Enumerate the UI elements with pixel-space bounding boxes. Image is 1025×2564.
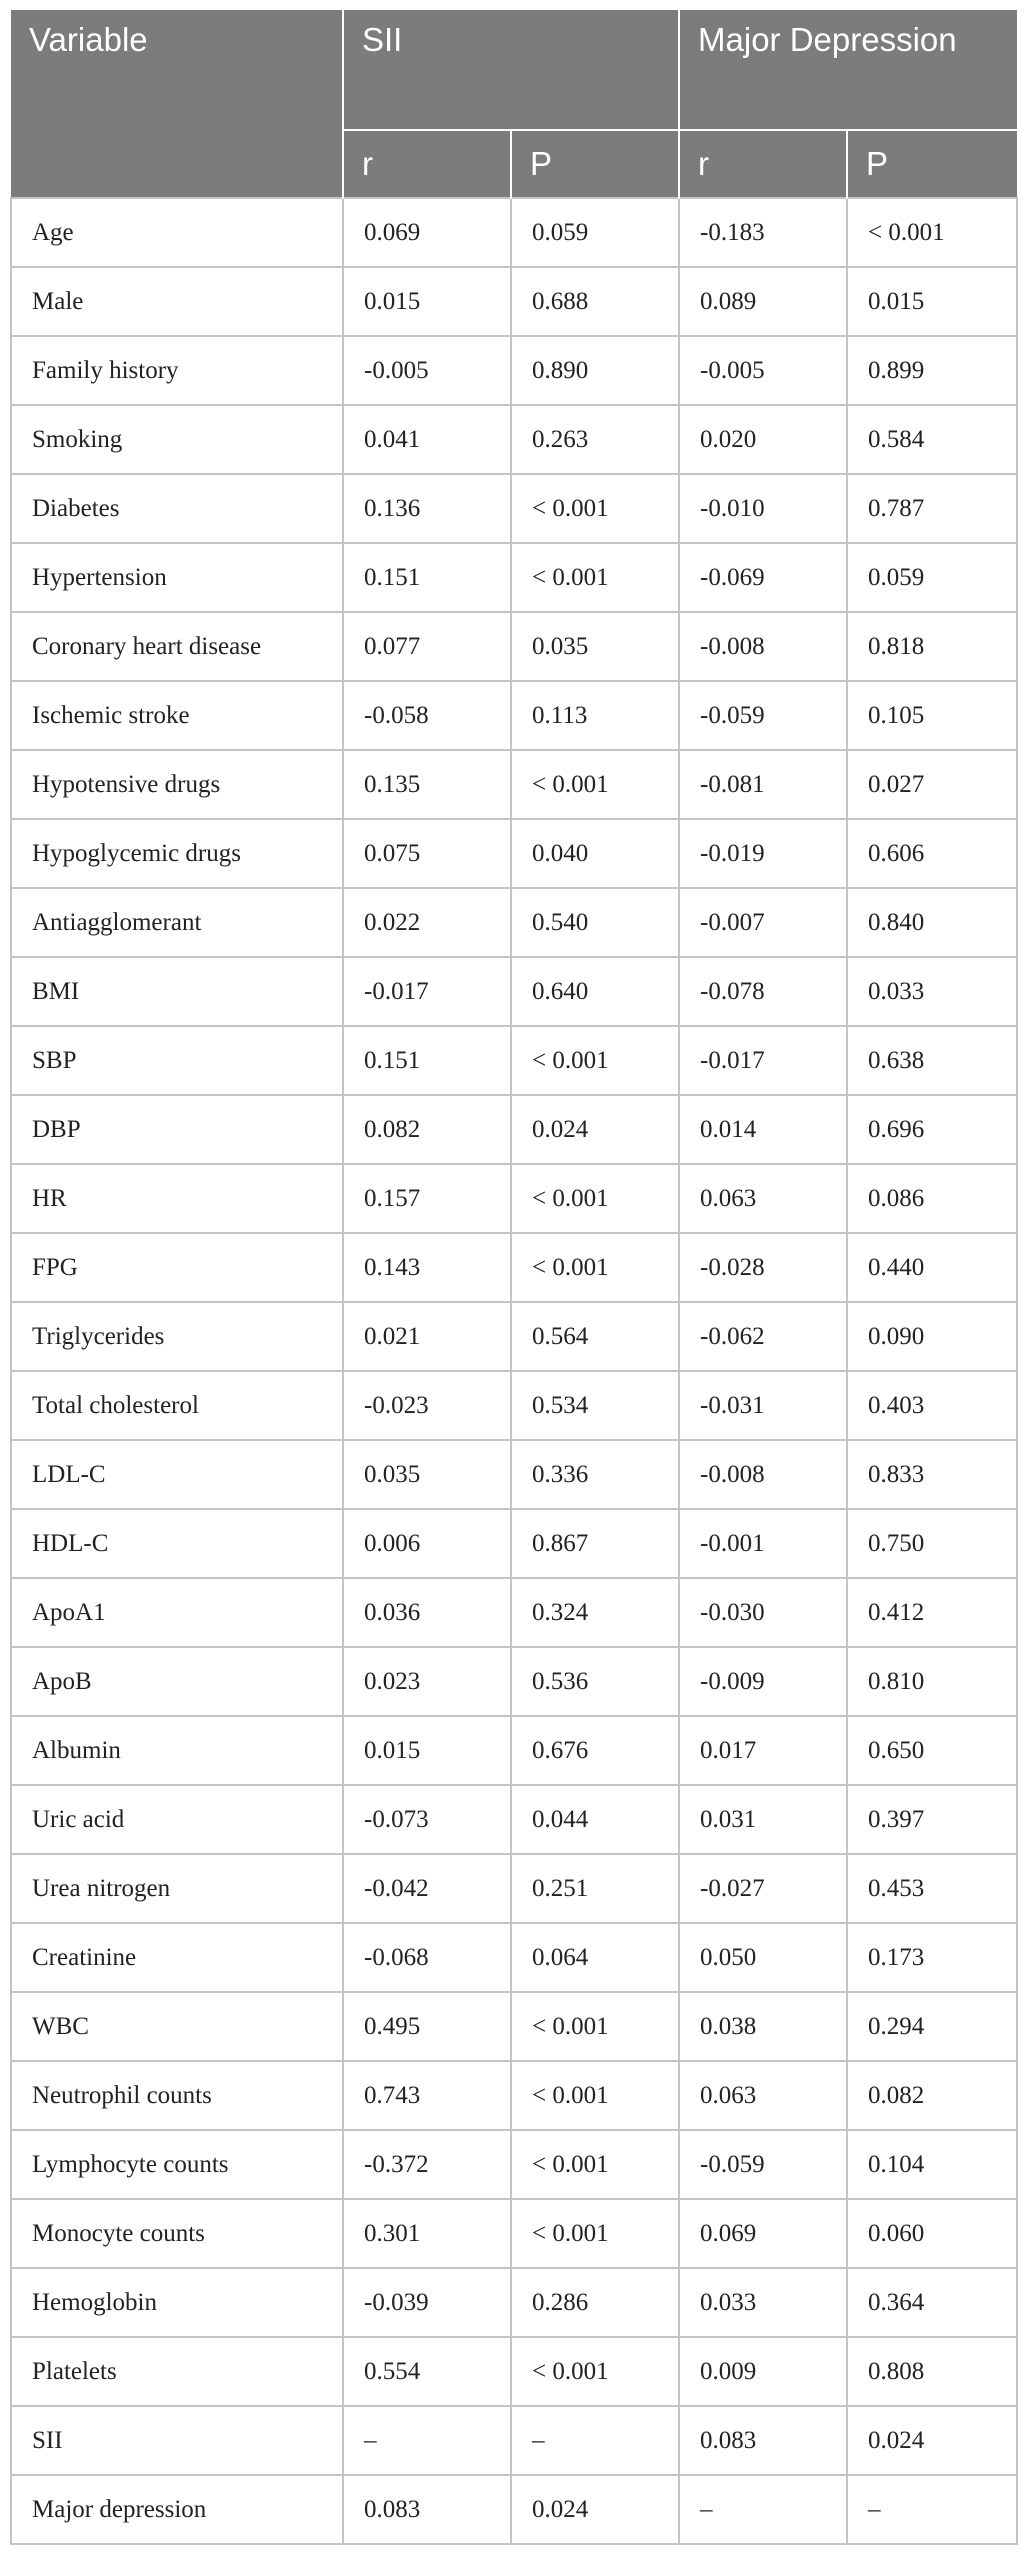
md-p-cell: 0.090	[847, 1302, 1017, 1371]
md-r-cell: -0.078	[679, 957, 847, 1026]
sii-p-cell: < 0.001	[511, 1164, 679, 1233]
header-sii-r: r	[343, 130, 511, 198]
md-p-cell: 0.750	[847, 1509, 1017, 1578]
sii-p-cell: 0.536	[511, 1647, 679, 1716]
sii-p-cell: < 0.001	[511, 474, 679, 543]
header-sii: SII	[343, 10, 679, 130]
md-p-cell: 0.027	[847, 750, 1017, 819]
variable-cell: DBP	[11, 1095, 343, 1164]
md-r-cell: -0.017	[679, 1026, 847, 1095]
correlation-table	[10, 10, 1018, 2545]
variable-cell: Uric acid	[11, 1785, 343, 1854]
sii-r-cell: -0.039	[343, 2268, 511, 2337]
sii-r-cell: 0.083	[343, 2475, 511, 2544]
sii-r-cell: 0.301	[343, 2199, 511, 2268]
md-r-cell: 0.050	[679, 1923, 847, 1992]
sii-p-cell: 0.324	[511, 1578, 679, 1647]
sii-r-cell: 0.495	[343, 1992, 511, 2061]
sii-r-cell: 0.023	[343, 1647, 511, 1716]
sii-p-cell: 0.251	[511, 1854, 679, 1923]
table-row	[11, 612, 1017, 681]
md-p-cell: 0.787	[847, 474, 1017, 543]
variable-cell: Hypertension	[11, 543, 343, 612]
sii-r-cell: 0.743	[343, 2061, 511, 2130]
table-row	[11, 888, 1017, 957]
md-p-cell: 0.808	[847, 2337, 1017, 2406]
table-row	[11, 474, 1017, 543]
table-row	[11, 1923, 1017, 1992]
table-row	[11, 2061, 1017, 2130]
table-row	[11, 543, 1017, 612]
sii-r-cell: 0.136	[343, 474, 511, 543]
md-r-cell: -0.007	[679, 888, 847, 957]
sii-r-cell: -0.372	[343, 2130, 511, 2199]
sii-p-cell: 0.286	[511, 2268, 679, 2337]
variable-cell: ApoA1	[11, 1578, 343, 1647]
table-row	[11, 1578, 1017, 1647]
variable-cell: BMI	[11, 957, 343, 1026]
sii-r-cell: 0.041	[343, 405, 511, 474]
md-p-cell: 0.397	[847, 1785, 1017, 1854]
sii-p-cell: 0.534	[511, 1371, 679, 1440]
table-body	[11, 198, 1017, 2544]
md-r-cell: 0.063	[679, 1164, 847, 1233]
variable-cell: Age	[11, 198, 343, 267]
md-r-cell: -0.069	[679, 543, 847, 612]
header-sii-p: P	[511, 130, 679, 198]
md-p-cell: 0.173	[847, 1923, 1017, 1992]
variable-cell: Hypotensive drugs	[11, 750, 343, 819]
sii-p-cell: 0.867	[511, 1509, 679, 1578]
md-r-cell: -0.019	[679, 819, 847, 888]
md-r-cell: -0.062	[679, 1302, 847, 1371]
md-r-cell: 0.083	[679, 2406, 847, 2475]
sii-r-cell: -0.058	[343, 681, 511, 750]
sii-p-cell: 0.040	[511, 819, 679, 888]
table-row	[11, 1233, 1017, 1302]
md-r-cell: -0.059	[679, 681, 847, 750]
md-p-cell: 0.810	[847, 1647, 1017, 1716]
variable-cell: Male	[11, 267, 343, 336]
md-p-cell: 0.060	[847, 2199, 1017, 2268]
sii-r-cell: 0.135	[343, 750, 511, 819]
sii-p-cell: 0.640	[511, 957, 679, 1026]
sii-r-cell: 0.006	[343, 1509, 511, 1578]
sii-r-cell: -0.023	[343, 1371, 511, 1440]
sii-r-cell: -0.068	[343, 1923, 511, 1992]
sii-p-cell: 0.336	[511, 1440, 679, 1509]
sii-p-cell: 0.059	[511, 198, 679, 267]
sii-r-cell: 0.035	[343, 1440, 511, 1509]
table-row	[11, 1440, 1017, 1509]
md-p-cell: 0.105	[847, 681, 1017, 750]
md-p-cell: 0.899	[847, 336, 1017, 405]
table-row	[11, 1302, 1017, 1371]
sii-p-cell: < 0.001	[511, 750, 679, 819]
header-variable: Variable	[11, 10, 343, 198]
table-row	[11, 819, 1017, 888]
sii-p-cell: < 0.001	[511, 1233, 679, 1302]
sii-r-cell: 0.143	[343, 1233, 511, 1302]
sii-r-cell: -0.017	[343, 957, 511, 1026]
table-header	[11, 10, 1017, 198]
table-row	[11, 1992, 1017, 2061]
table-row	[11, 2199, 1017, 2268]
variable-cell: Major depression	[11, 2475, 343, 2544]
table-row	[11, 1164, 1017, 1233]
sii-r-cell: 0.554	[343, 2337, 511, 2406]
sii-p-cell: 0.024	[511, 1095, 679, 1164]
md-p-cell: 0.833	[847, 1440, 1017, 1509]
sii-p-cell: < 0.001	[511, 2337, 679, 2406]
variable-cell: Hemoglobin	[11, 2268, 343, 2337]
md-p-cell: 0.294	[847, 1992, 1017, 2061]
table-row	[11, 750, 1017, 819]
table-row	[11, 405, 1017, 474]
variable-cell: Urea nitrogen	[11, 1854, 343, 1923]
sii-r-cell: 0.075	[343, 819, 511, 888]
md-r-cell: 0.017	[679, 1716, 847, 1785]
sii-p-cell: 0.113	[511, 681, 679, 750]
header-md-p: P	[847, 130, 1017, 198]
md-r-cell: 0.009	[679, 2337, 847, 2406]
variable-cell: SII	[11, 2406, 343, 2475]
md-p-cell: 0.364	[847, 2268, 1017, 2337]
md-p-cell: < 0.001	[847, 198, 1017, 267]
table-row	[11, 1854, 1017, 1923]
sii-p-cell: 0.024	[511, 2475, 679, 2544]
table-row	[11, 1095, 1017, 1164]
sii-r-cell: 0.151	[343, 543, 511, 612]
variable-cell: Coronary heart disease	[11, 612, 343, 681]
sii-p-cell: < 0.001	[511, 543, 679, 612]
sii-p-cell: 0.035	[511, 612, 679, 681]
md-r-cell: -0.028	[679, 1233, 847, 1302]
table-row	[11, 1509, 1017, 1578]
table-row	[11, 198, 1017, 267]
md-p-cell: 0.024	[847, 2406, 1017, 2475]
variable-cell: HDL-C	[11, 1509, 343, 1578]
table-row	[11, 2406, 1017, 2475]
header-md-r: r	[679, 130, 847, 198]
variable-cell: Ischemic stroke	[11, 681, 343, 750]
table-row	[11, 267, 1017, 336]
md-r-cell: 0.038	[679, 1992, 847, 2061]
md-r-cell: 0.063	[679, 2061, 847, 2130]
table-row	[11, 681, 1017, 750]
variable-cell: Creatinine	[11, 1923, 343, 1992]
sii-p-cell: < 0.001	[511, 2199, 679, 2268]
variable-cell: HR	[11, 1164, 343, 1233]
md-r-cell: 0.069	[679, 2199, 847, 2268]
md-r-cell: -0.009	[679, 1647, 847, 1716]
md-r-cell: -0.008	[679, 612, 847, 681]
sii-r-cell: 0.036	[343, 1578, 511, 1647]
sii-r-cell: -0.005	[343, 336, 511, 405]
header-row-groups	[11, 10, 1017, 130]
md-p-cell: 0.696	[847, 1095, 1017, 1164]
sii-p-cell: < 0.001	[511, 2061, 679, 2130]
sii-p-cell: 0.064	[511, 1923, 679, 1992]
sii-r-cell: 0.021	[343, 1302, 511, 1371]
sii-p-cell: < 0.001	[511, 2130, 679, 2199]
variable-cell: Platelets	[11, 2337, 343, 2406]
md-p-cell: 0.403	[847, 1371, 1017, 1440]
sii-r-cell: 0.157	[343, 1164, 511, 1233]
sii-p-cell: –	[511, 2406, 679, 2475]
variable-cell: Smoking	[11, 405, 343, 474]
md-r-cell: 0.031	[679, 1785, 847, 1854]
table-row	[11, 1785, 1017, 1854]
md-r-cell: 0.033	[679, 2268, 847, 2337]
md-p-cell: 0.453	[847, 1854, 1017, 1923]
md-p-cell: 0.638	[847, 1026, 1017, 1095]
variable-cell: Total cholesterol	[11, 1371, 343, 1440]
variable-cell: ApoB	[11, 1647, 343, 1716]
sii-r-cell: –	[343, 2406, 511, 2475]
sii-r-cell: 0.015	[343, 267, 511, 336]
table-row	[11, 2475, 1017, 2544]
md-p-cell: 0.606	[847, 819, 1017, 888]
variable-cell: Lymphocyte counts	[11, 2130, 343, 2199]
table-row	[11, 336, 1017, 405]
md-r-cell: -0.183	[679, 198, 847, 267]
md-p-cell: 0.440	[847, 1233, 1017, 1302]
table-row	[11, 1026, 1017, 1095]
md-r-cell: –	[679, 2475, 847, 2544]
md-r-cell: -0.059	[679, 2130, 847, 2199]
md-p-cell: 0.584	[847, 405, 1017, 474]
sii-p-cell: 0.540	[511, 888, 679, 957]
variable-cell: SBP	[11, 1026, 343, 1095]
variable-cell: Family history	[11, 336, 343, 405]
sii-p-cell: < 0.001	[511, 1026, 679, 1095]
md-p-cell: 0.104	[847, 2130, 1017, 2199]
sii-r-cell: 0.082	[343, 1095, 511, 1164]
md-p-cell: 0.033	[847, 957, 1017, 1026]
sii-p-cell: 0.263	[511, 405, 679, 474]
header-major-depression: Major Depression	[679, 10, 1017, 130]
sii-r-cell: -0.042	[343, 1854, 511, 1923]
variable-cell: Antiagglomerant	[11, 888, 343, 957]
variable-cell: Albumin	[11, 1716, 343, 1785]
table-row	[11, 957, 1017, 1026]
md-p-cell: 0.015	[847, 267, 1017, 336]
md-r-cell: -0.027	[679, 1854, 847, 1923]
md-p-cell: 0.412	[847, 1578, 1017, 1647]
md-p-cell: –	[847, 2475, 1017, 2544]
sii-p-cell: 0.044	[511, 1785, 679, 1854]
md-r-cell: -0.081	[679, 750, 847, 819]
md-p-cell: 0.086	[847, 1164, 1017, 1233]
md-r-cell: 0.020	[679, 405, 847, 474]
table-row	[11, 2337, 1017, 2406]
variable-cell: WBC	[11, 1992, 343, 2061]
sii-p-cell: 0.564	[511, 1302, 679, 1371]
md-r-cell: -0.031	[679, 1371, 847, 1440]
variable-cell: Hypoglycemic drugs	[11, 819, 343, 888]
table-row	[11, 1647, 1017, 1716]
md-p-cell: 0.818	[847, 612, 1017, 681]
variable-cell: Neutrophil counts	[11, 2061, 343, 2130]
sii-r-cell: 0.151	[343, 1026, 511, 1095]
md-r-cell: -0.010	[679, 474, 847, 543]
md-p-cell: 0.059	[847, 543, 1017, 612]
sii-r-cell: 0.015	[343, 1716, 511, 1785]
variable-cell: LDL-C	[11, 1440, 343, 1509]
table-row	[11, 2130, 1017, 2199]
md-r-cell: -0.005	[679, 336, 847, 405]
sii-r-cell: 0.069	[343, 198, 511, 267]
sii-p-cell: 0.676	[511, 1716, 679, 1785]
md-r-cell: 0.089	[679, 267, 847, 336]
md-p-cell: 0.082	[847, 2061, 1017, 2130]
variable-cell: FPG	[11, 1233, 343, 1302]
md-p-cell: 0.650	[847, 1716, 1017, 1785]
md-r-cell: 0.014	[679, 1095, 847, 1164]
sii-p-cell: 0.688	[511, 267, 679, 336]
table-row	[11, 1716, 1017, 1785]
variable-cell: Triglycerides	[11, 1302, 343, 1371]
table-row	[11, 2268, 1017, 2337]
md-r-cell: -0.008	[679, 1440, 847, 1509]
sii-r-cell: -0.073	[343, 1785, 511, 1854]
md-r-cell: -0.030	[679, 1578, 847, 1647]
table-row	[11, 1371, 1017, 1440]
sii-p-cell: < 0.001	[511, 1992, 679, 2061]
sii-p-cell: 0.890	[511, 336, 679, 405]
variable-cell: Diabetes	[11, 474, 343, 543]
sii-r-cell: 0.022	[343, 888, 511, 957]
sii-r-cell: 0.077	[343, 612, 511, 681]
md-p-cell: 0.840	[847, 888, 1017, 957]
variable-cell: Monocyte counts	[11, 2199, 343, 2268]
md-r-cell: -0.001	[679, 1509, 847, 1578]
